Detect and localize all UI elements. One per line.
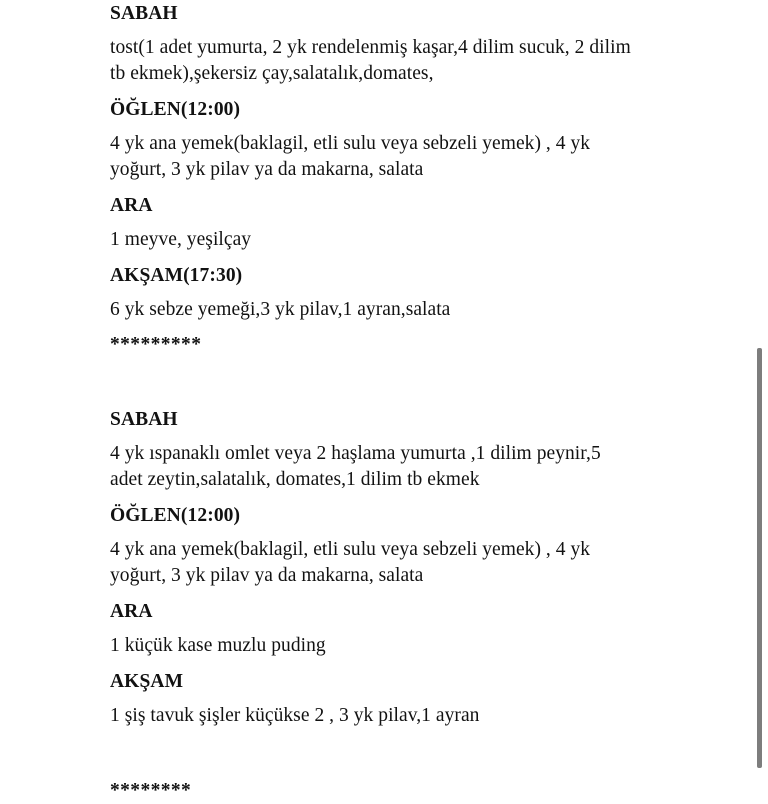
meal-entry (110, 96, 638, 192)
meal-heading-ara: ARA (110, 601, 153, 622)
meal-heading-sabah: SABAH (110, 409, 178, 430)
meal-body-oglen: 4 yk ana yemek(baklagil, etli sulu veya sebzeli yemek) , 4 yk yoğurt, 3 yk pilav ya da makarna, salata (110, 133, 591, 180)
meal-entry (110, 406, 638, 502)
meal-heading-aksam: AKŞAM (110, 671, 184, 692)
meal-heading-sabah: SABAH (110, 3, 178, 24)
meal-heading-ara: ARA (110, 195, 153, 216)
meal-heading-oglen: ÖĞLEN(12:00) (110, 505, 241, 526)
meal-heading-oglen: ÖĞLEN(12:00) (110, 99, 241, 120)
scrollbar-thumb[interactable] (757, 348, 762, 768)
meal-entry (110, 262, 638, 332)
meal-body-sabah: 4 yk ıspanaklı omlet veya 2 haşlama yumurta ,1 dilim peynir,5 adet zeytin,salatalık, domates,1 dilim tb ekmek (110, 443, 601, 490)
meal-entry (110, 598, 638, 668)
meal-entry (110, 0, 638, 96)
meal-heading-aksam: AKŞAM(17:30) (110, 265, 243, 286)
block-spacer (110, 358, 638, 406)
meal-entry (110, 668, 638, 738)
section-divider: ********* (110, 334, 202, 355)
meal-body-sabah: tost(1 adet yumurta, 2 yk rendelenmiş kaşar,4 dilim sucuk, 2 dilim tb ekmek),şekersiz çay,salatalık,domates, (110, 37, 631, 84)
meal-body-aksam: 1 şiş tavuk şişler küçükse 2 , 3 yk pilav,1 ayran (110, 705, 480, 726)
meal-entry (110, 192, 638, 262)
meal-plan-block (110, 406, 638, 804)
scrollbar-track[interactable] (756, 0, 768, 768)
meal-body-ara: 1 meyve, yeşilçay (110, 229, 252, 250)
divider-spacer (110, 738, 638, 778)
meal-body-aksam: 6 yk sebze yemeği,3 yk pilav,1 ayran,salata (110, 299, 451, 320)
meal-body-ara: 1 küçük kase muzlu puding (110, 635, 326, 656)
meal-plan-block (110, 0, 638, 358)
meal-entry (110, 502, 638, 598)
section-divider: ******** (110, 780, 192, 801)
document-content (110, 0, 638, 804)
meal-body-oglen: 4 yk ana yemek(baklagil, etli sulu veya sebzeli yemek) , 4 yk yoğurt, 3 yk pilav ya da makarna, salata (110, 539, 591, 586)
